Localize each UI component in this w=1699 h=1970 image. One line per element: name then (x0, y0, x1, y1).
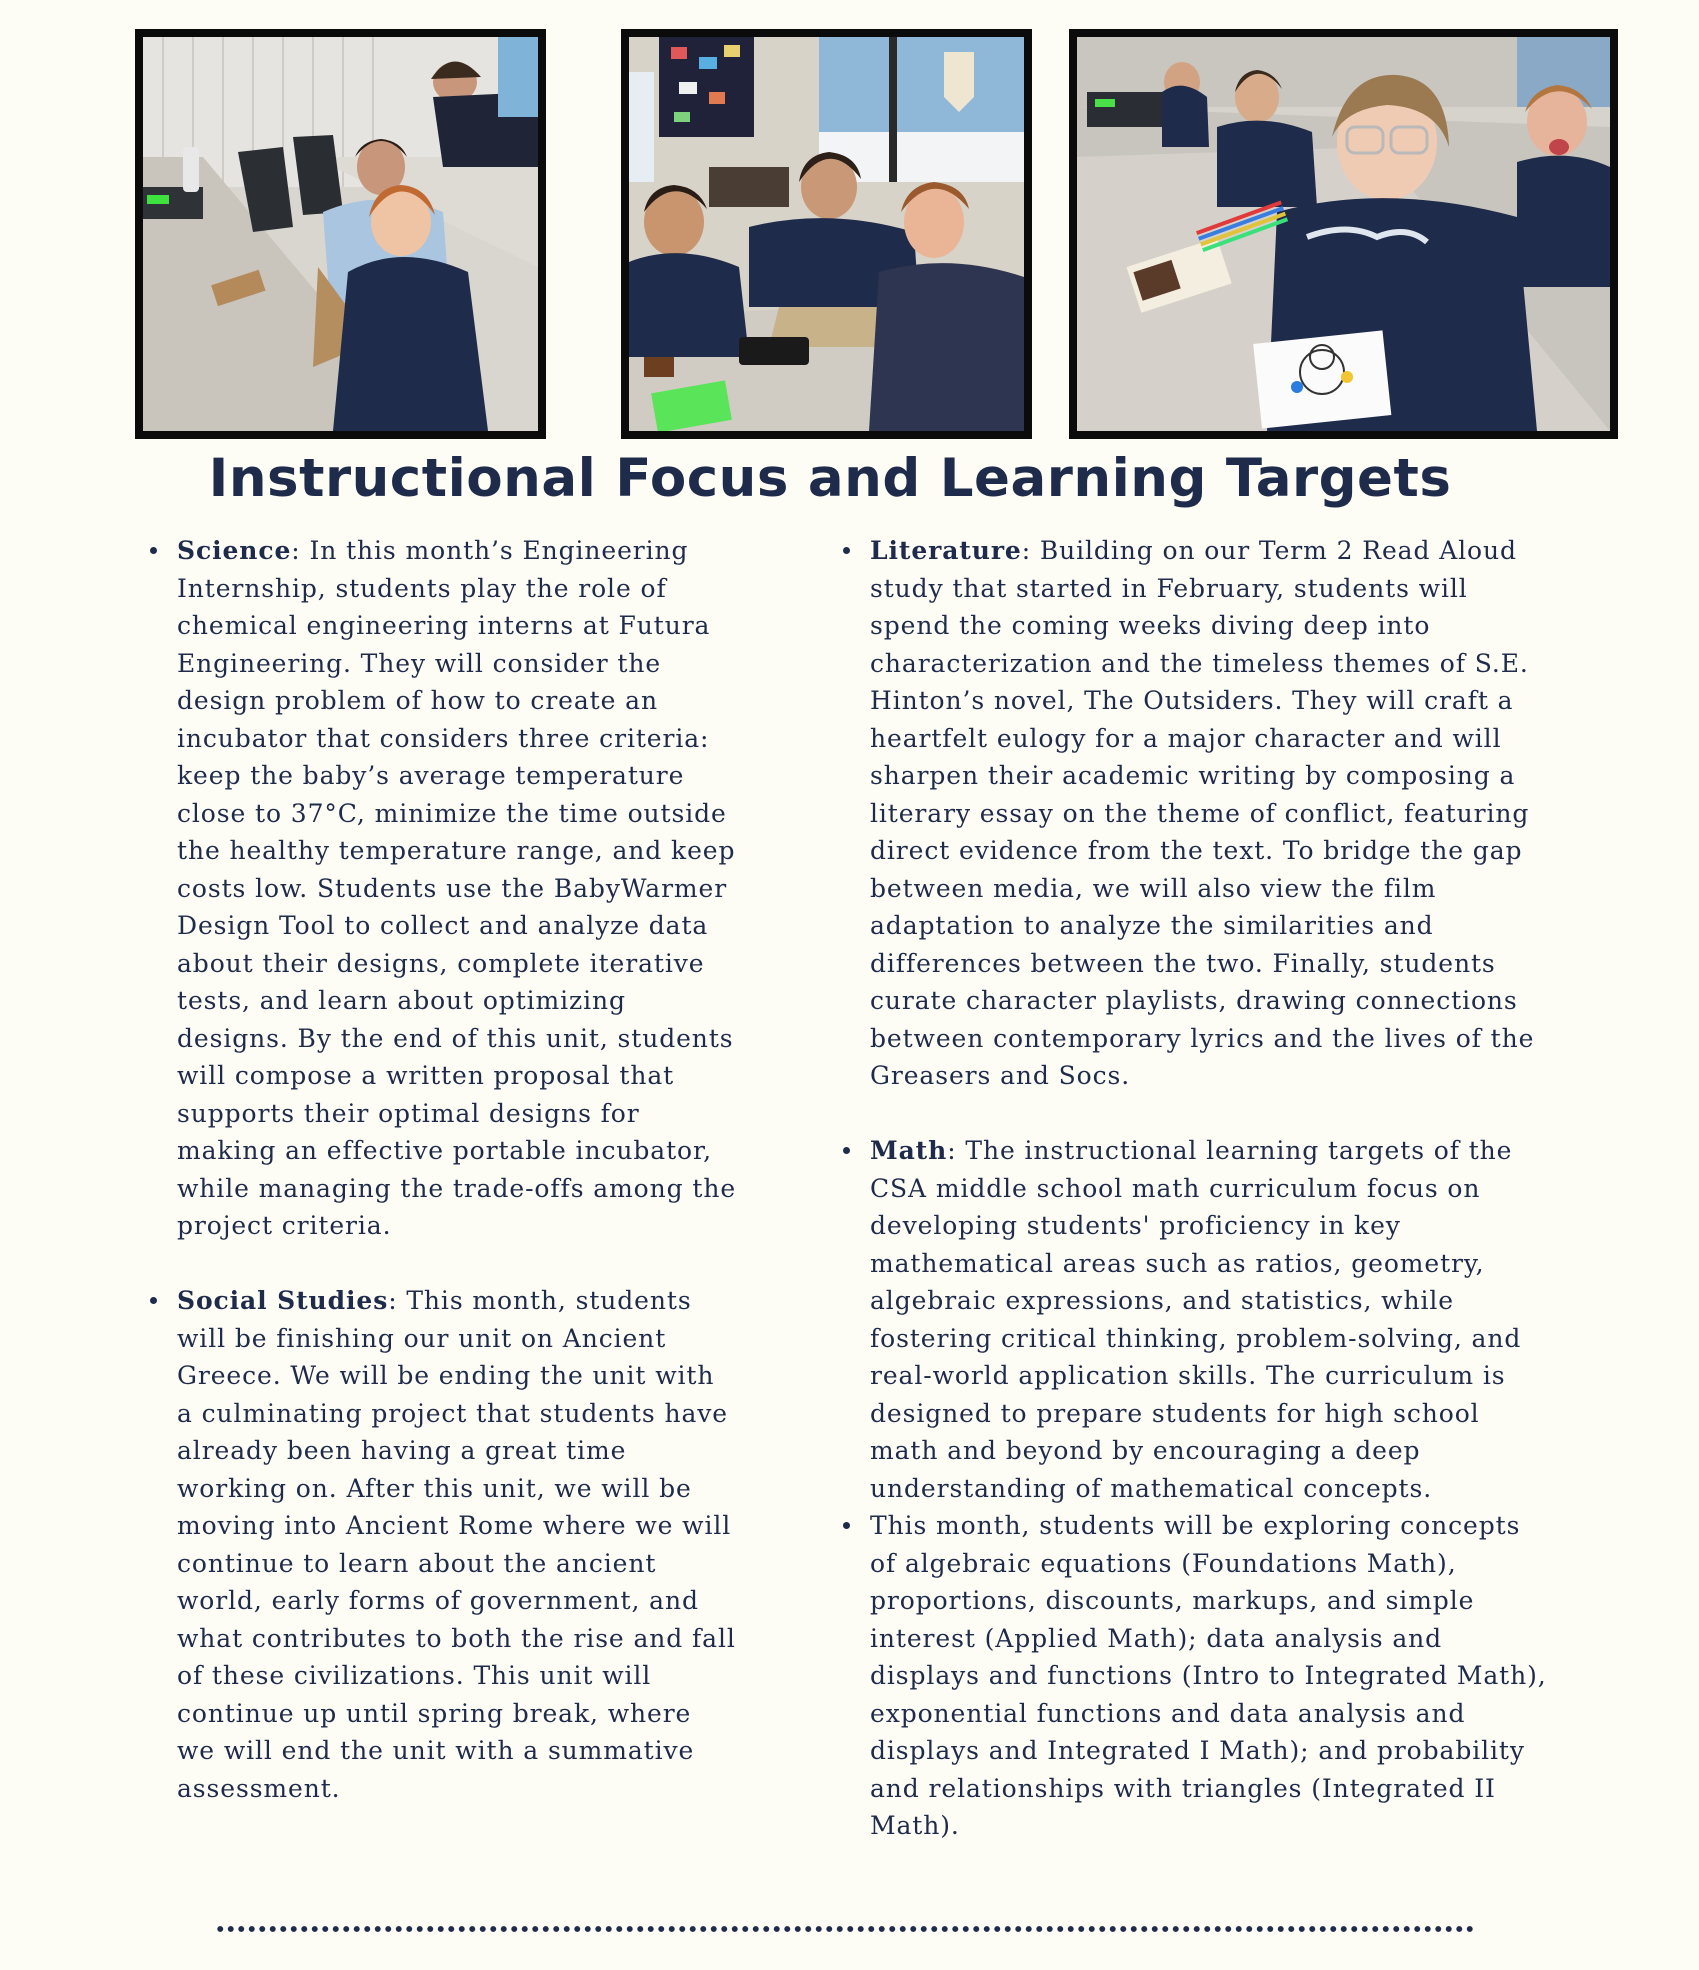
math-month-item (870, 1507, 1550, 1845)
math-label: Math (870, 1136, 948, 1165)
right-column (870, 532, 1550, 1845)
math-text: : The instructional learning targets of the CSA middle school math curriculum focus on developing students' proficiency in key mathematical areas such as ratios, geometry, algebraic expressions, and statistics, while fostering critical thinking, problem-solving, and real-world application skills. The curriculum is designed to prepare students for high school math and beyond by encouraging a deep understanding of mathematical concepts. (870, 1136, 1522, 1503)
dotted-divider (215, 1924, 1475, 1934)
classroom-photo-3 (1069, 29, 1618, 439)
math-item (870, 1132, 1550, 1507)
science-label: Science (177, 536, 292, 565)
classroom-photo-2-image (629, 37, 1024, 431)
science-item (177, 532, 737, 1245)
social-studies-item (177, 1282, 737, 1807)
classroom-photo-2 (621, 29, 1032, 439)
social-studies-text: : This month, students will be finishing our unit on Ancient Greece. We will be ending the unit with a culminating project that students have already been having a great time working on. After this unit, we will be moving into Ancient Rome where we will continue to learn about the ancient world, early forms of government, and what contributes to both the rise and fall of these civilizations. This unit will continue up until spring break, where we will end the unit with a summative assessment. (177, 1286, 736, 1803)
social-studies-label: Social Studies (177, 1286, 389, 1315)
page-title: Instructional Focus and Learning Targets (208, 448, 1452, 509)
left-column (177, 532, 737, 1807)
classroom-photo-1 (135, 29, 546, 439)
science-text: : In this month’s Engineering Internship, students play the role of chemical engineering interns at Futura Engineering. They will consider the design problem of how to create an incubator that considers three criteria: keep the baby’s average temperature close to 37°C, minimize the time outside the healthy temperature range, and keep costs low. Students use the BabyWarmer Design Tool to collect and analyze data about their designs, complete iterative tests, and learn about optimizing designs. By the end of this unit, students will compose a written proposal that supports their optimal designs for making an effective portable incubator, while managing the trade-offs among the project criteria. (177, 536, 737, 1240)
math-month-text: This month, students will be exploring concepts of algebraic equations (Foundations Math), proportions, discounts, markups, and simple interest (Applied Math); data analysis and displays and functions (Intro to Integrated Math), exponential functions and data analysis and displays and Integrated I Math); and probability and relationships with triangles (Integrated II Math). (870, 1511, 1547, 1840)
classroom-photo-3-image (1077, 37, 1610, 431)
classroom-photo-1-image (143, 37, 538, 431)
literature-text: : Building on our Term 2 Read Aloud study that started in February, students will spend the coming weeks diving deep into characterization and the timeless themes of S.E. Hinton’s novel, The Outsiders. They will craft a heartfelt eulogy for a major character and will sharpen their academic writing by composing a literary essay on the theme of conflict, featuring direct evidence from the text. To bridge the gap between media, we will also view the film adaptation to analyze the similarities and differences between the two. Finally, students curate character playlists, drawing connections between contemporary lyrics and the lives of the Greasers and Socs. (870, 536, 1535, 1090)
literature-label: Literature (870, 536, 1022, 565)
literature-item (870, 532, 1550, 1095)
